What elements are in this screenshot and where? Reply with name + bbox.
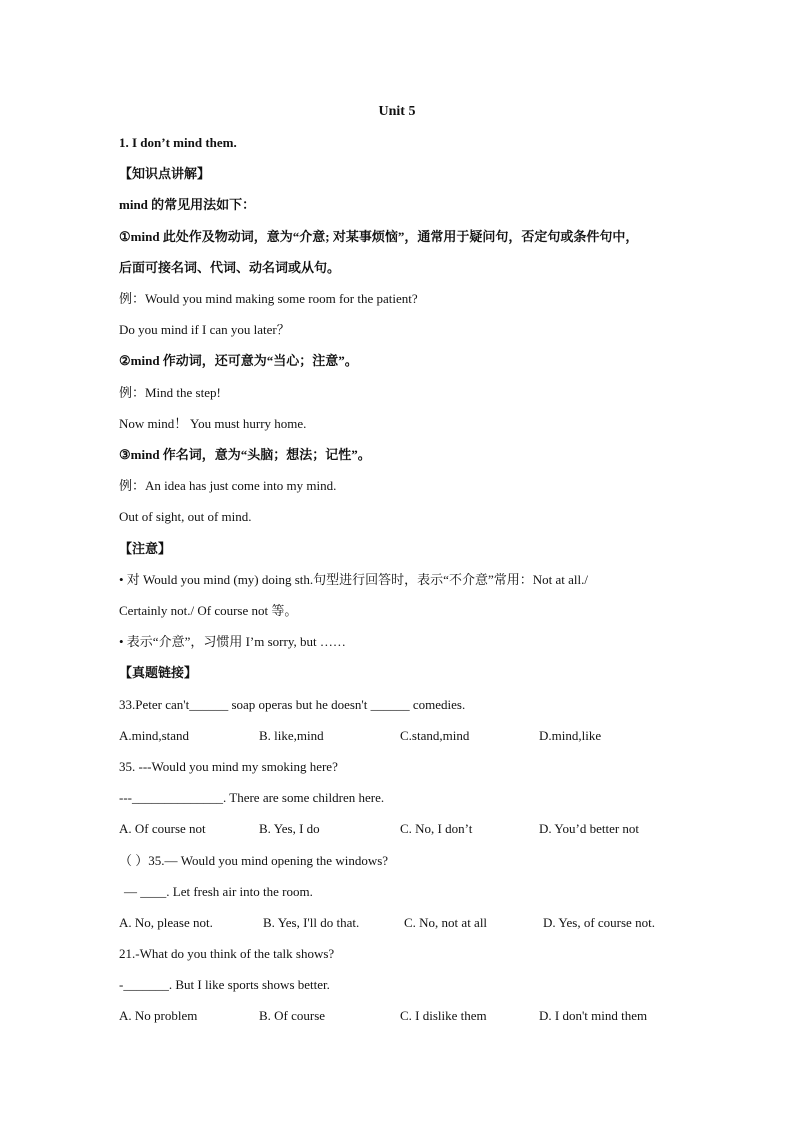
- option-c: C. I dislike them: [400, 1008, 487, 1023]
- option-a: A. No problem: [119, 1008, 198, 1023]
- lesson-heading: 1. I don’t mind them.: [119, 135, 237, 150]
- section-knowledge-heading: 【知识点讲解】: [119, 166, 211, 181]
- question-options: [119, 915, 679, 931]
- note-1-line-1: • 对 Would you mind (my) doing sth.句型进行回答时，表示“不介意”常用：Not at all./: [119, 572, 588, 587]
- option-d: D. I don't mind them: [539, 1008, 648, 1023]
- note-1-line-2: Certainly not./ Of course not 等。: [119, 603, 298, 618]
- usage-intro: mind 的常见用法如下：: [119, 197, 256, 212]
- section-note-heading: 【注意】: [119, 541, 172, 556]
- example-2b: Now mind！ You must hurry home.: [119, 416, 307, 431]
- option-d: D. Yes, of course not.: [543, 915, 655, 930]
- option-a: A. Of course not: [119, 821, 206, 836]
- option-b: B. Yes, I do: [259, 821, 320, 836]
- page-title: Unit 5: [378, 104, 416, 119]
- example-1a: 例：Would you mind making some room for the patient?: [119, 291, 418, 306]
- note-2: • 表示“介意”，习惯用 I’m sorry, but ……: [119, 634, 346, 649]
- question-answer-line: — ____. Let fresh air into the room.: [124, 884, 313, 899]
- option-c: C. No, not at all: [404, 915, 488, 930]
- option-b: B. Of course: [259, 1008, 326, 1023]
- question-stem: 35. ---Would you mind my smoking here?: [119, 759, 338, 774]
- example-2a: 例：Mind the step!: [119, 385, 221, 400]
- example-1b: Do you mind if I can you later？: [119, 322, 290, 337]
- option-a: A. No, please not.: [119, 915, 213, 930]
- usage-1-line-1: ①mind 此处作及物动词，意为“介意; 对某事烦恼”，通常用于疑问句，否定句或条件句中，: [119, 229, 639, 244]
- option-d: D.mind,like: [539, 728, 602, 743]
- option-a: A.mind,stand: [119, 728, 190, 743]
- question-answer-line: -_______. But I like sports shows better.: [119, 977, 330, 992]
- question-options: [119, 728, 679, 744]
- section-exam-heading: 【真题链接】: [119, 665, 198, 680]
- option-b: B. like,mind: [259, 728, 324, 743]
- question-stem: （ ）35.— Would you mind opening the windows?: [119, 853, 389, 868]
- option-b: B. Yes, I'll do that.: [263, 915, 360, 930]
- question-answer-line: ---______________. There are some children here.: [119, 790, 385, 805]
- usage-2: ②mind 作动词，还可意为“当心；注意”。: [119, 353, 358, 368]
- usage-1-line-2: 后面可接名词、代词、动名词或从句。: [119, 260, 341, 275]
- option-c: C.stand,mind: [400, 728, 470, 743]
- question-options: [119, 1008, 679, 1024]
- question-options: [119, 821, 679, 837]
- example-3a: 例：An idea has just come into my mind.: [119, 478, 337, 493]
- usage-3: ③mind 作名词，意为“头脑；想法；记性”。: [119, 447, 371, 462]
- option-d: D. You’d better not: [539, 821, 640, 836]
- option-c: C. No, I don’t: [400, 821, 473, 836]
- example-3b: Out of sight, out of mind.: [119, 509, 252, 524]
- question-stem: 33.Peter can't______ soap operas but he doesn't ______ comedies.: [119, 697, 466, 712]
- question-stem: 21.-What do you think of the talk shows?: [119, 946, 335, 961]
